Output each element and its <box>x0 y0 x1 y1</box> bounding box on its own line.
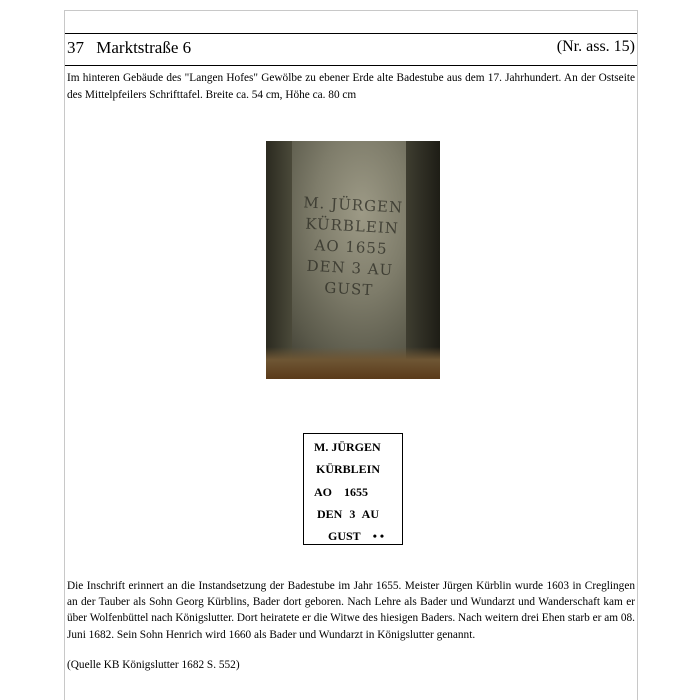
transcription-dots: • • <box>372 529 385 543</box>
photo-inscription-line: KÜRBLEIN <box>304 214 400 238</box>
entry-number: 37 <box>67 38 84 57</box>
history-paragraph: Die Inschrift erinnert an die Instandsetzung der Badestube im Jahr 1655. Meister Jürgen Kürblin wurde 1603 in Creglingen an der Tauber als Sohn Georg Kürblins, Bader dort geboren. Nach Lehre als Bader und Wundarzt und Wanderschaft kam er über Wolfenbüttel nach Königslutter. Dort heiratete er die Witwe des hiesigen Baders. Nach weitern drei Ehen starb er am 08. Juni 1682. Sein Sohn Henrich wird 1660 als Bader und Wundarzt in Königslutter genannt. <box>67 580 635 641</box>
stone-tablet-photo <box>266 141 440 379</box>
photo-inscription-line: AO 1655 <box>314 236 388 258</box>
photo-floor <box>266 347 440 379</box>
transcription-line-5-text: GUST <box>328 529 361 543</box>
inscription-transcription <box>303 433 403 545</box>
document-page <box>64 10 638 700</box>
photo-inscription-line: DEN 3 AU <box>306 256 394 280</box>
transcription-line-5 <box>328 529 402 544</box>
page-title <box>67 38 191 58</box>
photo-inscription <box>283 192 418 304</box>
transcription-line-3: AO 1655 <box>314 485 368 499</box>
transcription-line-1: M. JÜRGEN <box>314 440 381 454</box>
header-rule-bottom <box>65 65 637 66</box>
photo-inscription-line: M. JÜRGEN <box>302 193 404 217</box>
photo-inscription-line: GUST <box>323 278 374 300</box>
header-rule-top <box>65 33 637 34</box>
source-citation: (Quelle KB Königslutter 1682 S. 552) <box>67 659 240 671</box>
street-name: Marktstraße 6 <box>96 38 192 57</box>
transcription-line-4: DEN 3 AU <box>317 507 380 521</box>
assessment-reference: (Nr. ass. 15) <box>556 38 635 55</box>
intro-paragraph: Im hinteren Gebäude des "Langen Hofes" Gewölbe zu ebener Erde alte Badestube aus dem 17. Jahrhundert. An der Ostseite des Mittelpfeilers Schrifttafel. Breite ca. 54 cm, Höhe ca. 80 cm <box>67 72 635 101</box>
transcription-line-2: KÜRBLEIN <box>316 462 381 476</box>
